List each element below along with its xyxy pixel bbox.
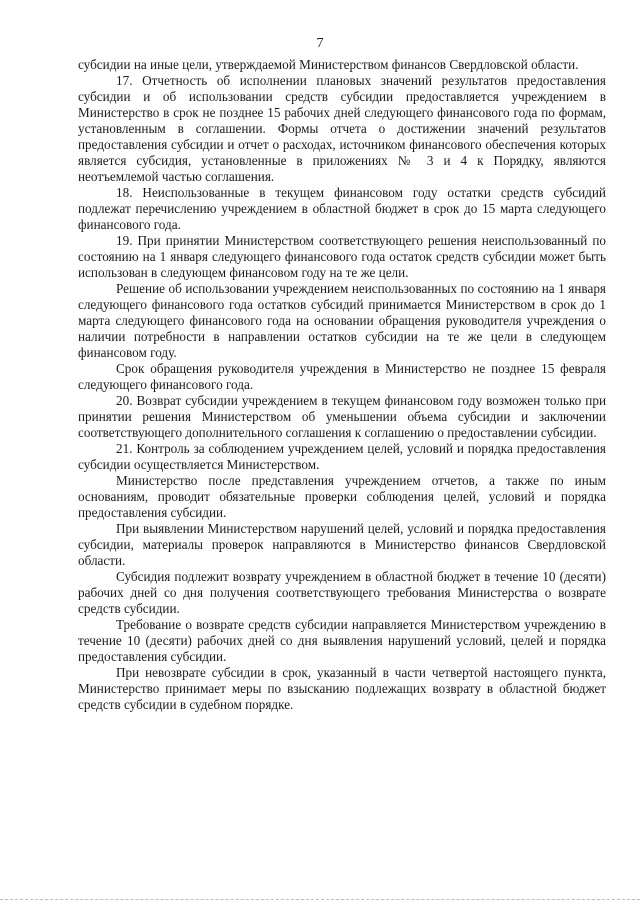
paragraph-item-20: 20. Возврат субсидии учреждением в текущем финансовом году возможен только при принятии решения Министерством об уменьшении объема субсидии и заключении соответствующего дополнительного соглашения к соглашению о предоставлении субсидии.	[78, 393, 606, 440]
paragraph-violations: При выявлении Министерством нарушений целей, условий и порядка предоставления субсидии, материалы проверок направляются в Министерство финансов Свердловской области.	[78, 521, 606, 568]
document-body	[78, 57, 606, 713]
paragraph-item-18: 18. Неиспользованные в текущем финансовом году остатки средств субсидий подлежат перечислению учреждением в областной бюджет в срок до 15 марта следующего финансового года.	[78, 185, 606, 232]
paragraph-continuation: субсидии на иные цели, утверждаемой Министерством финансов Свердловской области.	[78, 57, 579, 72]
paragraph-item-21: 21. Контроль за соблюдением учреждением целей, условий и порядка предоставления субсидии осуществляется Министерством.	[78, 441, 606, 472]
paragraph-inspections: Министерство после представления учреждением отчетов, а также по иным основаниям, проводит обязательные проверки соблюдения целей, условий и порядка предоставления субсидии.	[78, 473, 606, 520]
paragraph-request-deadline: Срок обращения руководителя учреждения в Министерство не позднее 15 февраля следующего финансового года.	[78, 361, 606, 392]
paragraph-refund: Субсидия подлежит возврату учреждением в областной бюджет в течение 10 (десяти) рабочих дней со дня получения соответствующего требования Министерства о возврате средств субсидии.	[78, 569, 606, 616]
paragraph-court-recovery: При невозврате субсидии в срок, указанный в части четвертой настоящего пункта, Министерство принимает меры по взысканию подлежащих возврату в областной бюджет средств субсидии в судебном порядке.	[78, 665, 606, 712]
paragraph-item-19: 19. При принятии Министерством соответствующего решения неиспользованный по состоянию на 1 января следующего финансового года остаток средств субсидии может быть использован в следующем финансовом году на те же цели.	[78, 233, 606, 280]
paragraph-item-17: 17. Отчетность об исполнении плановых значений результатов предоставления субсидии и об использовании средств субсидии предоставляется учреждением в Министерство в срок не позднее 15 рабочих дней следующего финансового года по формам, установленным в соглашении. Формы отчета о достижении значений результатов предоставления субсидии и отчет о расходах, источником финансового обеспечения которых является субсидия, установленные в приложениях № 3 и 4 к Порядку, являются неотъемлемой частью соглашения.	[78, 73, 606, 184]
paragraph-refund-request: Требование о возврате средств субсидии направляется Министерством учреждению в течение 10 (десяти) рабочих дней со дня выявления нарушений условий, целей и порядка предоставления субсидии.	[78, 617, 606, 664]
paragraph-remainder-decision: Решение об использовании учреждением неиспользованных по состоянию на 1 января следующего финансового года остатков субсидий принимается Министерством в срок до 1 марта следующего финансового года на основании обращения руководителя учреждения о наличии потребности в направлении остатков субсидии на те же цели в следующем финансовом году.	[78, 281, 606, 360]
page-number: 7	[316, 36, 324, 51]
page-bottom-divider	[0, 899, 640, 900]
